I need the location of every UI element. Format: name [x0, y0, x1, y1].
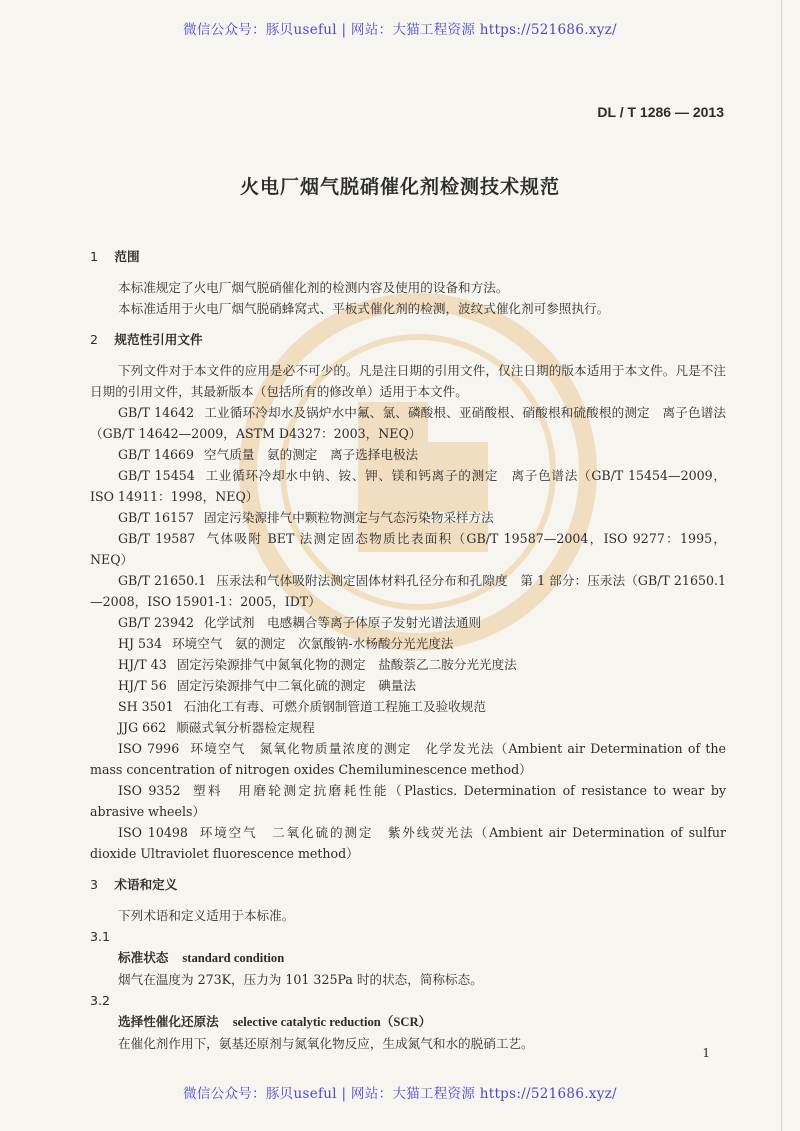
- reference-code: GB/T 15454: [118, 468, 195, 483]
- reference-item: [90, 612, 726, 633]
- page-edge-line: [781, 0, 782, 1131]
- reference-item: [90, 675, 726, 696]
- term-en: selective catalytic reduction（SCR）: [232, 1015, 432, 1029]
- watermark-banner-bottom: 微信公众号：豚贝useful | 网站：大猫工程资源 https://521686.xyz/: [183, 1086, 617, 1102]
- reference-item: [90, 738, 726, 780]
- page-number: 1: [702, 1046, 710, 1060]
- reference-code: JJG 662: [118, 720, 167, 735]
- term-definition: 烟气在温度为 273K，压力为 101 325Pa 时的状态，简称标态。: [118, 972, 483, 987]
- reference-text: 固定污染源排气中颗粒物测定与气态污染物采样方法: [204, 510, 494, 525]
- section-title: 范围: [114, 249, 140, 264]
- reference-code: ISO 10498: [118, 825, 188, 840]
- paragraph: 本标准适用于火电厂烟气脱硝蜂窝式、平板式催化剂的检测，波纹式催化剂可参照执行。: [118, 301, 610, 316]
- term-heading: [90, 947, 726, 969]
- reference-code: GB/T 14642: [118, 405, 195, 420]
- section-1-heading: [90, 246, 726, 267]
- reference-item: [90, 633, 726, 654]
- reference-item: [90, 528, 726, 570]
- reference-text: 气体吸附 BET 法测定固态物质比表面积（GB/T 19587—2004，ISO 9277：1995，NEQ）: [90, 531, 726, 567]
- reference-code: GB/T 16157: [118, 510, 195, 525]
- watermark-banner-top: 微信公众号：豚贝useful | 网站：大猫工程资源 https://521686.xyz/: [183, 22, 617, 38]
- reference-text: 工业循环冷却水及锅炉水中氟、氯、磷酸根、亚硝酸根、硝酸根和硫酸根的测定 离子色谱法（GB/T 14642—2009，ASTM D4327：2003，NEQ）: [90, 405, 727, 441]
- paragraph: 下列术语和定义适用于本标准。: [118, 908, 295, 923]
- reference-item: [90, 465, 726, 507]
- section-number: 3: [90, 877, 99, 892]
- reference-text: 工业循环冷却水中钠、铵、钾、镁和钙离子的测定 离子色谱法（GB/T 15454—2009，ISO 14911：1998，NEQ）: [90, 468, 727, 504]
- paragraph: 下列文件对于本文件的应用是必不可少的。凡是注日期的引用文件，仅注日期的版本适用于本文件。凡是不注日期的引用文件，其最新版本（包括所有的修改单）适用于本文件。: [90, 363, 726, 399]
- reference-code: HJ/T 43: [118, 657, 167, 672]
- section-3-heading: [90, 874, 726, 895]
- paragraph: 本标准规定了火电厂烟气脱硝催化剂的检测内容及使用的设备和方法。: [118, 280, 509, 295]
- reference-text: 化学试剂 电感耦合等离子体原子发射光谱法通则: [204, 615, 482, 630]
- reference-code: SH 3501: [118, 699, 174, 714]
- term-en: standard condition: [182, 951, 285, 965]
- document-title: 火电厂烟气脱硝催化剂检测技术规范: [239, 176, 560, 198]
- section-number: 1: [90, 249, 99, 264]
- reference-code: GB/T 23942: [118, 615, 195, 630]
- reference-code: GB/T 19587: [118, 531, 196, 546]
- reference-item: [90, 570, 726, 612]
- reference-item: [90, 780, 726, 822]
- reference-code: ISO 7996: [118, 741, 180, 756]
- reference-item: [90, 822, 726, 864]
- reference-code: HJ/T 56: [118, 678, 167, 693]
- section-2-heading: [90, 329, 726, 350]
- reference-text: 固定污染源排气中二氧化硫的测定 碘量法: [176, 678, 416, 693]
- reference-text: 空气质量 氨的测定 离子选择电极法: [204, 447, 419, 462]
- term-zh: 选择性催化还原法: [118, 1014, 219, 1029]
- section-number: 2: [90, 332, 99, 347]
- reference-code: ISO 9352: [118, 783, 181, 798]
- reference-text: 塑料 用磨轮测定抗磨耗性能（Plastics. Determination of resistance to wear by abrasive wheels）: [90, 783, 726, 819]
- term-heading: [90, 1011, 726, 1033]
- term-definition: 在催化剂作用下，氨基还原剂与氮氧化物反应，生成氮气和水的脱硝工艺。: [118, 1036, 534, 1051]
- reference-item: [90, 654, 726, 675]
- section-title: 规范性引用文件: [114, 332, 203, 347]
- reference-text: 环境空气 二氧化硫的测定 紫外线荧光法（Ambient air Determination of sulfur dioxide Ultraviolet fluorescence method）: [90, 825, 726, 861]
- reference-text: 固定污染源排气中氮氧化物的测定 盐酸萘乙二胺分光光度法: [176, 657, 517, 672]
- reference-text: 顺磁式氧分析器检定规程: [176, 720, 315, 735]
- reference-text: 环境空气 氨的测定 次氯酸钠-水杨酸分光光度法: [172, 636, 454, 651]
- reference-item: [90, 402, 726, 444]
- reference-text: 压汞法和气体吸附法测定固体材料孔径分布和孔隙度 第 1 部分：压汞法（GB/T 21650.1—2008，ISO 15901-1：2005，IDT）: [90, 573, 726, 609]
- standard-number: DL / T 1286 — 2013: [597, 104, 724, 120]
- reference-code: GB/T 21650.1: [118, 573, 207, 588]
- reference-code: GB/T 14669: [118, 447, 195, 462]
- reference-text: 环境空气 氮氧化物质量浓度的测定 化学发光法（Ambient air Determination of the mass concentration of nitrogen oxides Chemiluminescence method）: [90, 741, 726, 777]
- document-body: [90, 246, 726, 1054]
- reference-code: HJ 534: [118, 636, 163, 651]
- term-number: 3.2: [90, 993, 111, 1008]
- reference-item: [90, 717, 726, 738]
- reference-item: [90, 444, 726, 465]
- reference-text: 石油化工有毒、可燃介质钢制管道工程施工及验收规范: [183, 699, 486, 714]
- term-zh: 标准状态: [118, 950, 169, 965]
- reference-item: [90, 696, 726, 717]
- term-number: 3.1: [90, 929, 111, 944]
- reference-item: [90, 507, 726, 528]
- section-title: 术语和定义: [114, 877, 178, 892]
